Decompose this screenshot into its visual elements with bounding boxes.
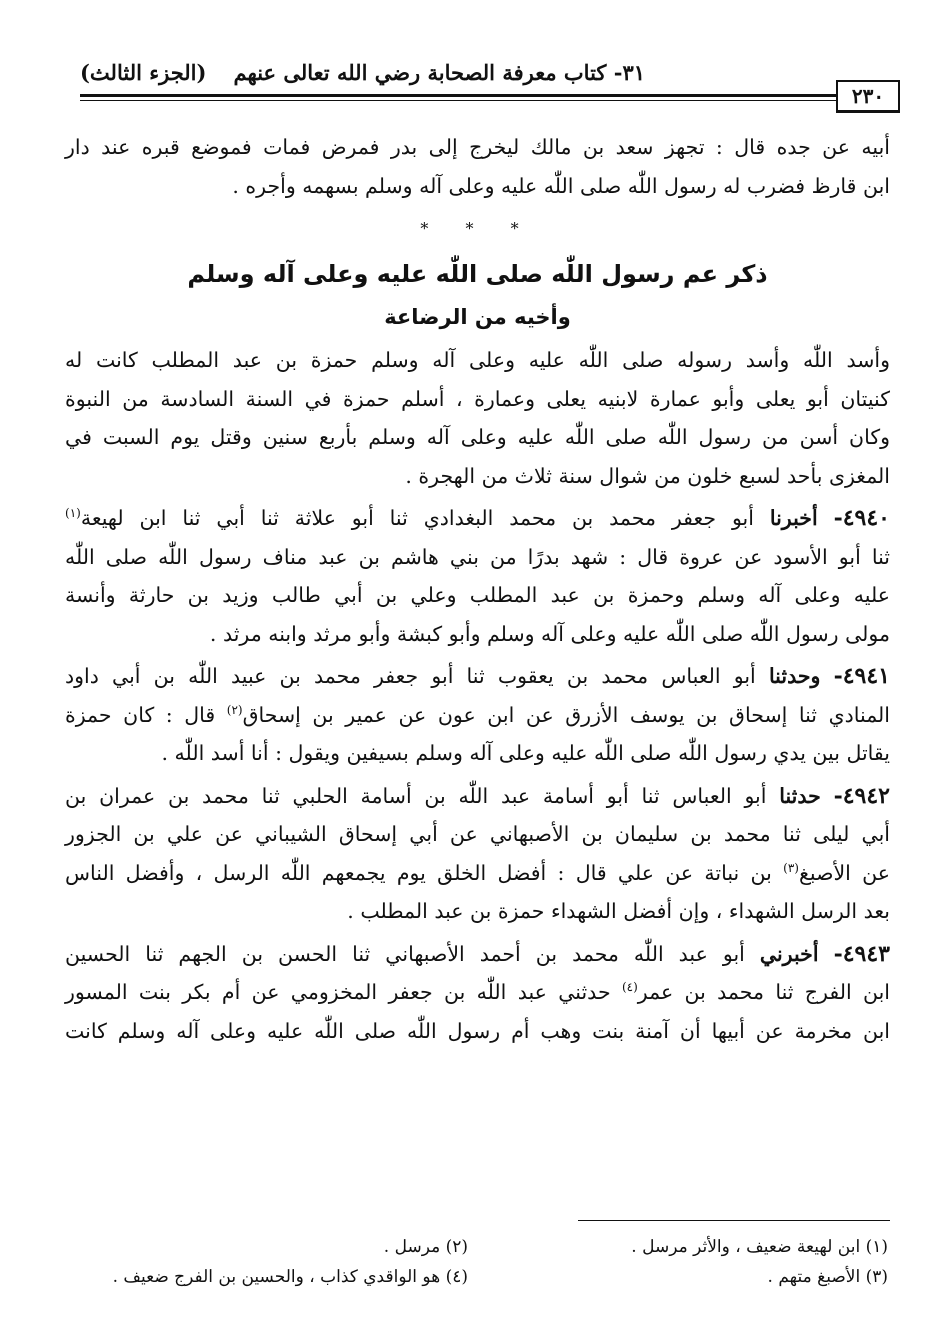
text-line [65, 696, 890, 735]
hadith-4943-line [65, 935, 890, 974]
footnote-2: (٢) مرسل . [383, 1237, 468, 1257]
text-line: عليه وعلى آله وسلم وحمزة بن عبد المطلب وعلي بن أبي طالب وزيد بن حارثة وأنسة [65, 583, 890, 607]
hadith-text: أبو العباس ثنا أبو أسامة عبد اللّٰه بن أسامة الحلبي ثنا محمد بن عمران بن [65, 783, 767, 808]
text-line [65, 973, 890, 1012]
hadith-4941-line [65, 657, 890, 696]
volume-label: (الجزء الثالث) [80, 60, 207, 85]
hadith-text: عن الأصبغ [798, 860, 890, 885]
text-line: ثنا أبو الأسود عن عروة قال : شهد بدرًا من بني هاشم بن عبد مناف رسول اللّٰه صلى اللّٰه [65, 544, 890, 569]
text-line: مولى رسول اللّٰه صلى اللّٰه عليه وعلى آله وسلم وأبو كبشة وأبو مرثد وابنه مرثد . [209, 621, 890, 646]
footnote-1: (١) ابن لهيعة ضعيف ، والأثر مرسل . [631, 1237, 888, 1257]
hadith-text: حدثني عبد اللّٰه بن جعفر المخزومي عن أم بكر بنت المسور [65, 980, 611, 1004]
hadith-text: ابن الفرج ثنا محمد بن عمر [637, 980, 890, 1004]
text-line: يقاتل بين يدي رسول اللّٰه صلى اللّٰه عليه وعلى آله وسلم بسيفين ويقول : أنا أسد اللّٰه . [161, 741, 890, 765]
text-line: وأسد اللّٰه وأسد رسوله صلى اللّٰه عليه وعلى آله وسلم حمزة بن عبد المطلب كانت له [65, 348, 890, 372]
hadith-4942-line [65, 777, 890, 816]
hadith-number: ٤٩٤١- [833, 663, 890, 689]
hadith-text: بن نباتة عن علي قال : أفضل الخلق يوم يجمعهم اللّٰه الرسل ، وأفضل الناس [65, 860, 772, 885]
main-text [65, 128, 890, 1050]
header-rule-thick [80, 94, 836, 97]
text-line [65, 854, 890, 893]
hadith-text: قال : كان حمزة [65, 702, 216, 727]
text-line: أبي ليلى ثنا محمد بن سليمان بن الأصبهاني عن أبي إسحاق الشيباني عن علي بن الجزور [65, 822, 890, 846]
footnotes [70, 1232, 888, 1292]
chapter-title: ٣١- كتاب معرفة الصحابة رضي الله تعالى عنهم [233, 60, 645, 85]
text-line: ابن مخرمة عن أبيها أن آمنة بنت وهب أم رسول اللّٰه صلى اللّٰه عليه وعلى آله وسلم كانت [65, 1018, 890, 1043]
hadith-number: ٤٩٤٠- [833, 505, 890, 531]
text-line: ابن قارظ فضرب له رسول اللّٰه صلى اللّٰه عليه وعلى آله وسلم بسهمه وأجره . [232, 173, 890, 198]
hadith-lead: أخبرني [759, 941, 819, 966]
section-separator: * * * [420, 219, 535, 238]
hadith-number: ٤٩٤٢- [833, 782, 890, 809]
text-line: كنيتان أبو يعلى وأبو عمارة لابنيه يعلى وعمارة ، أسلم حمزة في السنة السادسة من النبوة [65, 386, 890, 411]
hadith-text: أبو العباس محمد بن يعقوب ثنا أبو جعفر محمد بن عبيد اللّٰه بن أبي داود [65, 664, 756, 688]
footnote-ref: (١) [65, 506, 81, 521]
hadith-lead: وحدثنا [768, 664, 821, 688]
footnote-ref: (٤) [621, 980, 638, 995]
footnote-ref: (٣) [783, 860, 799, 875]
footnote-ref: (٢) [226, 702, 243, 717]
hadith-lead: أخبرنا [769, 506, 818, 530]
section-heading: ذكر عم رسول اللّٰه صلى اللّٰه عليه وعلى آله وسلم [187, 260, 768, 288]
hadith-text: أبو جعفر محمد بن محمد البغدادي ثنا أبو علاثة ثنا أبي ثنا ابن لهيعة [80, 506, 754, 530]
hadith-4940-line [65, 499, 890, 538]
footnote-4: (٤) هو الواقدي كذاب ، والحسين بن الفرج ضعيف . [112, 1267, 468, 1287]
hadith-text: أبو عبد اللّٰه محمد بن أحمد الأصبهاني ثنا الحسن بن الجهم ثنا الحسين [65, 941, 745, 966]
header-rule-thin [80, 100, 836, 101]
footnote-rule [578, 1220, 890, 1221]
page-number: ٢٣٠ [836, 80, 900, 113]
running-header [80, 60, 900, 90]
text-line: أبيه عن جده قال : تجهز سعد بن مالك ليخرج إلى بدر فمرض فمات فموضع قبره عند دار [65, 135, 890, 159]
hadith-number: ٤٩٤٣- [833, 940, 890, 967]
hadith-lead: حدثنا [779, 783, 821, 808]
hadith-text: المنادي ثنا إسحاق بن يوسف الأزرق عن ابن عون عن عمير بن إسحاق [242, 702, 890, 727]
text-line: وكان أسن من رسول اللّٰه صلى اللّٰه عليه وعلى آله وسلم بأربع سنين وقتل يوم السبت في [65, 425, 890, 449]
text-line: بعد الرسل الشهداء ، وإن أفضل الشهداء حمزة بن عبد المطلب . [347, 899, 890, 923]
text-line: المغزى بأحد لسبع خلون من شوال سنة ثلاث من الهجرة . [405, 463, 890, 488]
section-subheading: وأخيه من الرضاعة [384, 305, 571, 329]
footnote-3: (٣) الأصبغ متهم . [767, 1267, 888, 1287]
